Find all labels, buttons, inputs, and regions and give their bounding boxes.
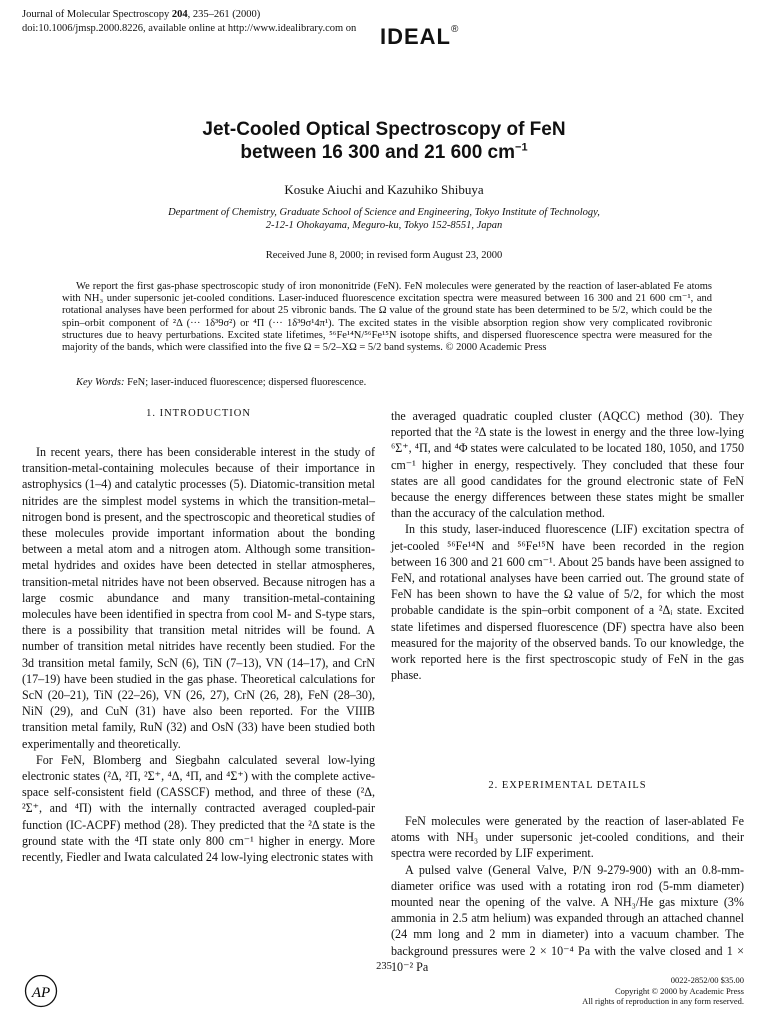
right-paragraph-2: In this study, laser-induced fluorescence (LIF) excitation spectra of jet-cooled ⁵⁶Fe¹⁴N and ⁵⁶Fe¹⁵N have been recorded in the region between 16 300 and 21 600 cm⁻¹. About 25 bands have been assigned to FeN, and rotational analyses have been carried out. The ground state of FeN has been shown to have the Ω value of 5/2, for which the most probable candidate is the spin–orbit component of a ²Δᵢ state. Excited state lifetimes and dispersed fluorescence (DF) spectra have also been measured for the majority of the observed bands. To our knowledge, the work reported here is the first spectroscopic study of FeN in the gas phase.: [391, 522, 744, 683]
experimental-paragraph-2: A pulsed valve (General Valve, P/N 9-279-900) with an 0.8-mm-diameter orifice was used with a rotating iron rod (5-mm diameter) mounted near the opening of the valve. A NH₃/He gas mixture (3% ammonia in 2.5 atm helium) was expanded through an attached channel (24 mm long and 2 mm in diameter) into a vacuum chamber. The background pressures were 2 × 10⁻⁴ Pa with the valve closed and 1 × 10⁻² Pa: [391, 862, 744, 974]
journal-pages: , 235–261 (2000): [187, 9, 261, 20]
copyright-footer: [582, 975, 744, 1007]
affiliation: [0, 206, 768, 232]
affiliation-line-1: Department of Chemistry, Graduate School of Science and Engineering, Tokyo Institute of Technology,: [168, 207, 600, 218]
journal-name: Journal of Molecular Spectroscopy: [22, 9, 170, 20]
journal-volume: 204: [171, 9, 188, 20]
abstract: We report the first gas-phase spectroscopic study of iron mononitride (FeN). FeN molecules were generated by the reaction of laser-ablated Fe atoms with NH₃ under supersonic jet-cooled conditions. Laser-induced fluorescence excitation spectra were measured between 16 300 and 21 600 cm⁻¹, and rotational analyses have been performed for about 25 vibronic bands. The Ω value of the ground state has been determined to be 5/2, which could be the spin–orbit component of ²Δ (··· 1δ³9σ²) or ⁴Π (··· 1δ³9σ¹4π¹). The excited states in the visible absorption region show very complicated rovibronic structures due to heavy perturbations. Excited state lifetimes, ⁵⁶Fe¹⁴N/⁵⁶Fe¹⁵N isotope shifts, and dispersed fluorescence spectra were measured for the majority of the bands, which were classified into the five Ω = 5/2–XΩ = 5/2 band systems. © 2000 Academic Press: [62, 281, 712, 354]
received-dates: Received June 8, 2000; in revised form August 23, 2000: [265, 250, 503, 261]
paper-title: [0, 118, 768, 164]
section-1-heading: 1. INTRODUCTION: [146, 408, 251, 419]
doi-line: doi:10.1006/jmsp.2000.8226, available online at http://www.idealibrary.com on: [22, 22, 357, 34]
intro-paragraph-2: For FeN, Blomberg and Siegbahn calculated several low-lying electronic states (²Δ, ²Π, ²Σ⁺, ⁴Δ, ⁴Π, and ⁴Σ⁺) with the complete active-space self-consistent field (CASSCF) method, and three of these (²Δ, ²Σ⁺, and ⁴Π) with the internally contracted averaged coupled-pair function (IC-ACPF) method (28). They predicted that the ²Δ state is the ground state with the ⁴Π state only 800 cm⁻¹ higher in energy. More recently, Fiedler and Iwata calculated 24 low-lying electronic states with: [22, 752, 375, 865]
right-column: [391, 408, 744, 683]
section-2-heading: 2. EXPERIMENTAL DETAILS: [488, 780, 647, 791]
ideal-logo-text: IDEAL: [380, 24, 451, 49]
footer-price: 0022-2852/00 $35.00: [670, 975, 744, 985]
experimental-column: [391, 813, 744, 975]
academic-press-logo: [24, 974, 58, 1008]
title-superscript: −1: [515, 141, 528, 154]
registered-mark: ®: [451, 24, 460, 35]
page-number: 235: [376, 961, 392, 972]
affiliation-line-2: 2-12-1 Ohokayama, Meguro-ku, Tokyo 152-8551, Japan: [265, 220, 503, 231]
keywords: [76, 377, 366, 388]
intro-paragraph-1: In recent years, there has been considerable interest in the study of transition-metal-containing molecules because of their importance in astrophysics (1–4) and catalytic processes (5). Diatomic-transition metal nitrides are the simplest model systems in which the transition-metal–nitrogen bond is present, and the spectroscopic and theoretical studies of these molecules provide important information about the bonding between a metal atom and a nitrogen atom. Although some transition-metal hydrides and oxides have been detected in stellar atmospheres, transition-metal nitrides have not been observed. Because nitrogen has a large cosmic abundance and many transition-metal-containing molecules have been identified in spectra from cool M- and S-type stars, there is a possibility that transition metal nitrides will be found. A number of transition metal nitrides have recently been studied. For the 3d transition metal family, ScN (6), TiN (7–13), VN (14–17), and CrN (17–19) have been studied in the gas phase. Theoretical calculations for ScN (20–21), TiN (22–26), VN (26, 27), CrN (26, 28), FeN (28–30), NiN (29), and CuN (31) have also been reported. For the VIIIB transition metal family, RuN (32) and OsN (33) have been studied both experimentally and theoretically.: [22, 445, 375, 751]
left-column: [22, 444, 375, 865]
citation-line: [22, 8, 356, 22]
authors: Kosuke Aiuchi and Kazuhiko Shibuya: [284, 182, 484, 197]
title-line-2: between 16 300 and 21 600 cm: [240, 142, 516, 163]
journal-header: [22, 8, 356, 35]
footer-rights: All rights of reproduction in any form reserved.: [582, 996, 744, 1006]
publisher-logo-text: AP: [31, 985, 51, 1001]
experimental-paragraph-1: FeN molecules were generated by the reaction of laser-ablated Fe atoms with NH₃ under supersonic jet-cooled conditions, and their spectra were recorded by LIF experiment.: [391, 814, 744, 861]
right-paragraph-1: the averaged quadratic coupled cluster (AQCC) method (30). They reported that the ²Δ state is the lowest in energy and the three low-lying ⁶Σ⁺, ⁴Π, and ⁴Φ states were calculated to be located 180, 1050, and 1750 cm⁻¹ higher in energy, respectively. They concluded that these four states are all good candidates for the ground electronic state of FeN because the energy differences between these states might be smaller than the accuracy of the calculation method.: [391, 409, 744, 521]
ideal-logo: [380, 24, 459, 50]
keywords-label: Key Words:: [76, 377, 125, 388]
title-line-1: Jet-Cooled Optical Spectroscopy of FeN: [202, 119, 566, 140]
footer-copyright: Copyright © 2000 by Academic Press: [615, 985, 744, 996]
keywords-text: FeN; laser-induced fluorescence; dispersed fluorescence.: [124, 377, 367, 388]
